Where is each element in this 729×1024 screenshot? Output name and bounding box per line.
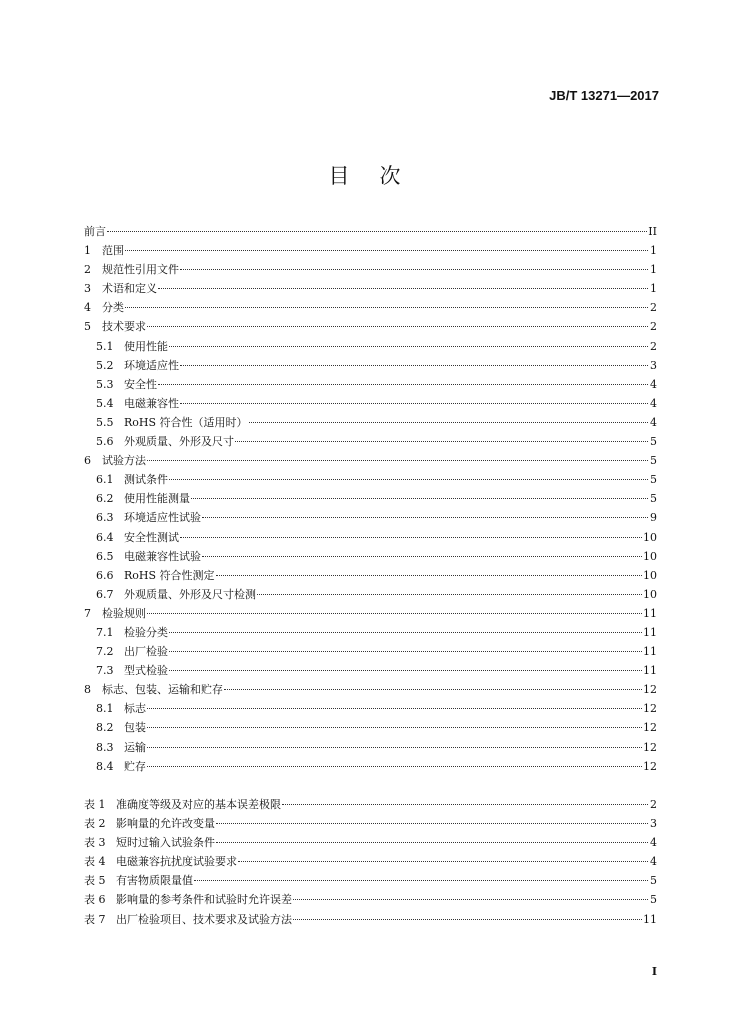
toc-entry[interactable] — [84, 661, 657, 680]
entry-page-number: 5 — [650, 874, 657, 888]
section-number: 7.3 — [96, 664, 114, 678]
section-number: 1 — [84, 244, 91, 258]
section-number: 5.6 — [96, 435, 114, 449]
dot-leader — [147, 766, 642, 767]
dot-leader — [169, 651, 642, 652]
section-number: 2 — [84, 263, 91, 277]
entry-page-number: 3 — [650, 817, 657, 831]
toc-entry[interactable] — [84, 222, 657, 241]
dot-leader — [293, 899, 648, 900]
entry-label: 包装 — [124, 721, 146, 735]
dot-leader — [238, 861, 648, 862]
dot-leader — [194, 880, 648, 881]
dot-leader — [180, 269, 648, 270]
entry-label: 安全性 — [124, 377, 157, 391]
toc-entry[interactable] — [84, 241, 657, 260]
table-entry[interactable] — [84, 852, 657, 871]
entry-page-number: 11 — [643, 912, 657, 926]
entry-page-number: 10 — [643, 568, 657, 582]
entry-label: 外观质量、外形及尺寸检测 — [124, 587, 256, 601]
toc-entry[interactable] — [84, 432, 657, 451]
section-number: 6.3 — [96, 511, 114, 525]
entry-page-number: II — [648, 225, 657, 238]
entry-label: 出厂检验 — [124, 645, 168, 659]
toc-entry[interactable] — [84, 585, 657, 604]
section-number: 7 — [84, 606, 91, 620]
entry-page-number: 12 — [643, 759, 657, 773]
entry-label: 使用性能 — [124, 339, 168, 353]
section-number: 6.1 — [96, 473, 114, 487]
entry-label: 型式检验 — [124, 664, 168, 678]
section-number: 7.2 — [96, 645, 114, 659]
dot-leader — [147, 708, 642, 709]
toc-entry[interactable] — [84, 528, 657, 547]
toc-entry[interactable] — [84, 680, 657, 699]
table-entry[interactable] — [84, 890, 657, 909]
entry-page-number: 11 — [643, 645, 657, 659]
section-number: 4 — [84, 301, 91, 315]
entry-label: 分类 — [102, 301, 124, 315]
entry-label: RoHS 符合性（适用时） — [124, 415, 248, 429]
page-title: 目次 — [328, 164, 431, 188]
entry-page-number: 12 — [643, 683, 657, 697]
table-number: 表 5 — [84, 874, 106, 888]
dot-leader — [147, 747, 642, 748]
section-number: 6.5 — [96, 549, 114, 563]
entry-page-number: 10 — [643, 530, 657, 544]
entry-label: 短时过输入试验条件 — [116, 836, 215, 850]
entry-label: 术语和定义 — [102, 282, 157, 296]
table-entry[interactable] — [84, 871, 657, 890]
entry-label: 使用性能测量 — [124, 492, 190, 506]
dot-leader — [249, 422, 648, 423]
toc-entry[interactable] — [84, 260, 657, 279]
dot-leader — [235, 441, 648, 442]
section-number: 5.2 — [96, 358, 114, 372]
dot-leader — [293, 919, 642, 920]
entry-page-number: 12 — [643, 740, 657, 754]
entry-page-number: 9 — [650, 511, 657, 525]
dot-leader — [147, 613, 642, 614]
dot-leader — [169, 632, 642, 633]
dot-leader — [158, 384, 648, 385]
entry-page-number: 10 — [643, 549, 657, 563]
entry-label: 前言 — [84, 225, 106, 238]
toc-entry[interactable] — [84, 279, 657, 298]
entry-label: 标志、包装、运输和贮存 — [102, 683, 223, 697]
dot-leader — [180, 365, 648, 366]
entry-page-number: 4 — [650, 377, 657, 391]
section-number: 8.2 — [96, 721, 114, 735]
entry-label: 环境适应性 — [124, 358, 179, 372]
dot-leader — [282, 804, 648, 805]
entry-label: 规范性引用文件 — [102, 263, 179, 277]
toc-entry[interactable] — [84, 508, 657, 527]
entry-page-number: 5 — [650, 893, 657, 907]
entry-page-number: 4 — [650, 415, 657, 429]
dot-leader — [216, 842, 648, 843]
dot-leader — [180, 403, 648, 404]
entry-page-number: 1 — [650, 244, 657, 258]
toc-entry[interactable] — [84, 413, 657, 432]
toc-entry[interactable] — [84, 298, 657, 317]
table-number: 表 2 — [84, 817, 106, 831]
section-number: 5 — [84, 320, 91, 334]
dot-leader — [202, 517, 648, 518]
dot-leader — [169, 346, 648, 347]
dot-leader — [147, 727, 642, 728]
dot-leader — [224, 689, 642, 690]
table-number: 表 1 — [84, 798, 106, 811]
entry-page-number: 5 — [650, 454, 657, 468]
entry-label: 技术要求 — [102, 320, 146, 334]
table-number: 表 6 — [84, 893, 106, 907]
dot-leader — [125, 250, 648, 251]
entry-label: 出厂检验项目、技术要求及试验方法 — [116, 912, 292, 926]
dot-leader — [125, 307, 648, 308]
entry-label: 电磁兼容性试验 — [124, 549, 201, 563]
table-number: 表 7 — [84, 912, 106, 926]
entry-page-number: 5 — [650, 473, 657, 487]
toc-entry[interactable] — [84, 623, 657, 642]
section-number: 6.2 — [96, 492, 114, 506]
entry-page-number: 2 — [650, 339, 657, 353]
section-number: 5.4 — [96, 396, 114, 410]
dot-leader — [191, 498, 648, 499]
section-number: 6 — [84, 454, 91, 468]
section-number: 6.6 — [96, 568, 114, 582]
toc-entry[interactable] — [84, 317, 657, 336]
toc-entry[interactable] — [84, 356, 657, 375]
entry-label: 测试条件 — [124, 473, 168, 487]
dot-leader — [257, 594, 642, 595]
section-number: 8.1 — [96, 702, 114, 716]
section-number: 6.7 — [96, 587, 114, 601]
toc-entry[interactable] — [84, 489, 657, 508]
entry-label: 电磁兼容抗扰度试验要求 — [116, 855, 237, 869]
section-number: 6.4 — [96, 530, 114, 544]
toc-entry[interactable] — [84, 738, 657, 757]
section-number: 5.1 — [96, 339, 114, 353]
entry-page-number: 1 — [650, 282, 657, 296]
table-entry[interactable] — [84, 814, 657, 833]
toc-entry[interactable] — [84, 699, 657, 718]
toc-entry[interactable] — [84, 642, 657, 661]
entry-page-number: 1 — [650, 263, 657, 277]
entry-page-number: 5 — [650, 435, 657, 449]
entry-page-number: 12 — [643, 702, 657, 716]
toc-entry[interactable] — [84, 375, 657, 394]
dot-leader — [169, 479, 648, 480]
table-entry[interactable] — [84, 833, 657, 852]
entry-label: 准确度等级及对应的基本误差极限 — [116, 798, 281, 811]
toc-entry[interactable] — [84, 451, 657, 470]
entry-label: 有害物质限量值 — [116, 874, 193, 888]
entry-label: 标志 — [124, 702, 146, 716]
entry-label: 环境适应性试验 — [124, 511, 201, 525]
section-number: 7.1 — [96, 625, 114, 639]
entry-label: 试验方法 — [102, 454, 146, 468]
dot-leader — [216, 823, 648, 824]
toc-entry[interactable] — [84, 757, 657, 776]
entry-page-number: 2 — [650, 301, 657, 315]
entry-page-number: 11 — [643, 625, 657, 639]
table-entry[interactable] — [84, 795, 657, 814]
entry-page-number: 11 — [643, 664, 657, 678]
toc-entry[interactable] — [84, 394, 657, 413]
section-number: 8 — [84, 683, 91, 697]
entry-page-number: 2 — [650, 320, 657, 334]
dot-leader — [169, 670, 642, 671]
entry-page-number: 2 — [650, 798, 657, 811]
entry-label: 检验分类 — [124, 625, 168, 639]
toc-entry[interactable] — [84, 718, 657, 737]
section-number: 8.4 — [96, 759, 114, 773]
table-number: 表 4 — [84, 855, 106, 869]
entry-label: 外观质量、外形及尺寸 — [124, 435, 234, 449]
table-number: 表 3 — [84, 836, 106, 850]
entry-page-number: 4 — [650, 396, 657, 410]
entry-page-number: 11 — [643, 606, 657, 620]
entry-label: 范围 — [102, 244, 124, 258]
toc-entry[interactable] — [84, 337, 657, 356]
toc-entry[interactable] — [84, 470, 657, 489]
dot-leader — [158, 288, 648, 289]
entry-label: 贮存 — [124, 759, 146, 773]
entry-label: RoHS 符合性测定 — [124, 568, 215, 582]
dot-leader — [107, 231, 647, 232]
page-number: I — [651, 965, 657, 978]
list-of-tables — [84, 795, 657, 929]
entry-page-number: 5 — [650, 492, 657, 506]
dot-leader — [202, 556, 642, 557]
standard-code: JB/T 13271—2017 — [549, 88, 659, 103]
entry-page-number: 10 — [643, 587, 657, 601]
section-number: 3 — [84, 282, 91, 296]
entry-label: 电磁兼容性 — [124, 396, 179, 410]
section-number: 5.3 — [96, 377, 114, 391]
section-number: 8.3 — [96, 740, 114, 754]
toc-entry[interactable] — [84, 566, 657, 585]
dot-leader — [147, 326, 648, 327]
dot-leader — [216, 575, 642, 576]
dot-leader — [180, 537, 642, 538]
entry-page-number: 3 — [650, 358, 657, 372]
entry-label: 影响量的参考条件和试验时允许误差 — [116, 893, 292, 907]
entry-label: 运输 — [124, 740, 146, 754]
entry-page-number: 12 — [643, 721, 657, 735]
section-number: 5.5 — [96, 415, 114, 429]
entry-page-number: 4 — [650, 836, 657, 850]
toc-entry[interactable] — [84, 604, 657, 623]
table-entry[interactable] — [84, 910, 657, 929]
entry-label: 安全性测试 — [124, 530, 179, 544]
table-of-contents — [84, 222, 657, 776]
entry-label: 影响量的允许改变量 — [116, 817, 215, 831]
toc-entry[interactable] — [84, 547, 657, 566]
dot-leader — [147, 460, 648, 461]
entry-page-number: 4 — [650, 855, 657, 869]
entry-label: 检验规则 — [102, 606, 146, 620]
